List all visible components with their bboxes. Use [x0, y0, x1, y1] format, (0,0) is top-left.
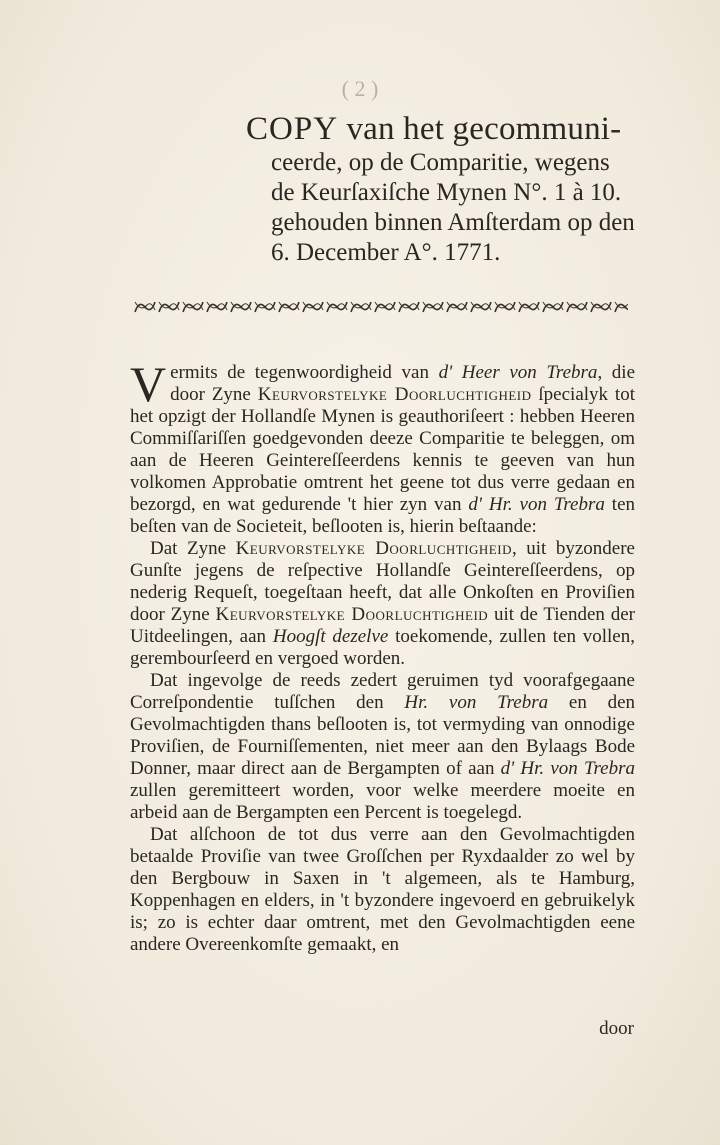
title-line: 6. December A°. 1771. — [271, 239, 501, 266]
italic-name: d' Hr. von Trebra — [500, 758, 635, 779]
smallcaps-title: Keurvorstelyke Doorluchtigheid — [215, 604, 489, 625]
paragraph-4 — [130, 824, 635, 956]
text-run: ten beſten van de Societeit, beſlooten is, hierin beſtaande: — [130, 494, 636, 537]
text-run: , uit byzondere Gunſte jegens de reſpective Hollandſe Geintereſſeerdens, op nederig Requeſt, toegeſtaan heeft, dat alle Onkoſten en Proviſien door Zyne — [130, 538, 635, 625]
text-run: ſpecialyk tot het opzigt der Hollandſe Mynen is geauthoriſeert : hebben Heeren Commiſſariſſen goedgevonden deeze Comparitie te beleggen, om aan de Heeren Geintereſſeerdens kennis te geeven van hun volkomen Approbatie omtrent het geene tot dus verre gedaan en bezorgd, en wat gedurende 't hier zyn van — [130, 384, 635, 515]
title-first-line — [246, 110, 646, 148]
paragraph-2 — [130, 538, 635, 670]
text-run: en den Gevolmachtigden thans beſlooten is, tot vermyding van onnodige Proviſien, de Fourniſſementen, niet meer aan den Bylaags Bode Donner, maar direct aan de Bergampten of aan — [130, 692, 636, 779]
text-run: ermits de tegenwoordigheid van — [170, 362, 439, 383]
paragraph-1 — [130, 356, 636, 538]
italic-name: Hoogſt dezelve — [272, 626, 389, 647]
paragraph-3 — [130, 670, 635, 824]
text-run: toekomende, zullen ten vollen, gerembourſeerd en vergoed worden. — [130, 626, 635, 669]
text-run: zullen geremitteert worden, voor welke meerdere moeite en arbeid aan de Bergampten een Percent is toegelegd. — [130, 780, 635, 823]
text-run: , die door Zyne — [170, 362, 636, 405]
italic-name: d' Heer von Trebra — [438, 362, 598, 383]
smallcaps-title: Keurvorstelyke Doorluchtigheid — [235, 538, 512, 559]
text-run: Dat alſchoon de tot dus verre aan den Gevolmachtigden betaalde Proviſie van twee Groſſchen per Ryxdaalder zo wel by den Bergbouw in Saxen in 't algemeen, als te Hamburg, Koppenhagen en elders, in 't byzondere ingevoerd en gebruikelyk is; zo is echter daar omtrent, met den Gevolmachtigden eene andere Overeenkomſte gemaakt, en — [130, 824, 635, 955]
ornamental-divider — [133, 298, 628, 316]
page-number: ( 2 ) — [341, 76, 379, 101]
text-run: Dat Zyne — [150, 538, 236, 559]
body-text — [130, 356, 636, 956]
italic-name: d' Hr. von Trebra — [468, 494, 605, 515]
title-line: gehouden binnen Amſterdam op den — [271, 209, 635, 236]
document-title — [246, 110, 646, 268]
smallcaps-title: Keurvorstelyke Doorluchtigheid — [257, 384, 532, 405]
title-line: de Keurſaxiſche Mynen N°. 1 à 10. — [271, 179, 622, 206]
drop-cap: V — [130, 356, 167, 412]
title-copy: COPY — [246, 111, 339, 147]
italic-name: Hr. von Trebra — [404, 692, 549, 713]
text-run: Dat ingevolge de reeds zedert geruimen tyd voorafgegaane Correſpondentie tuſſchen den — [130, 670, 635, 713]
title-first-line-rest: van het gecommuni- — [346, 111, 622, 147]
catchword: door — [599, 1018, 634, 1039]
title-line: ceerde, op de Comparitie, wegens — [271, 149, 610, 176]
text-run: uit de Tienden der Uitdeelingen, aan — [130, 604, 635, 647]
